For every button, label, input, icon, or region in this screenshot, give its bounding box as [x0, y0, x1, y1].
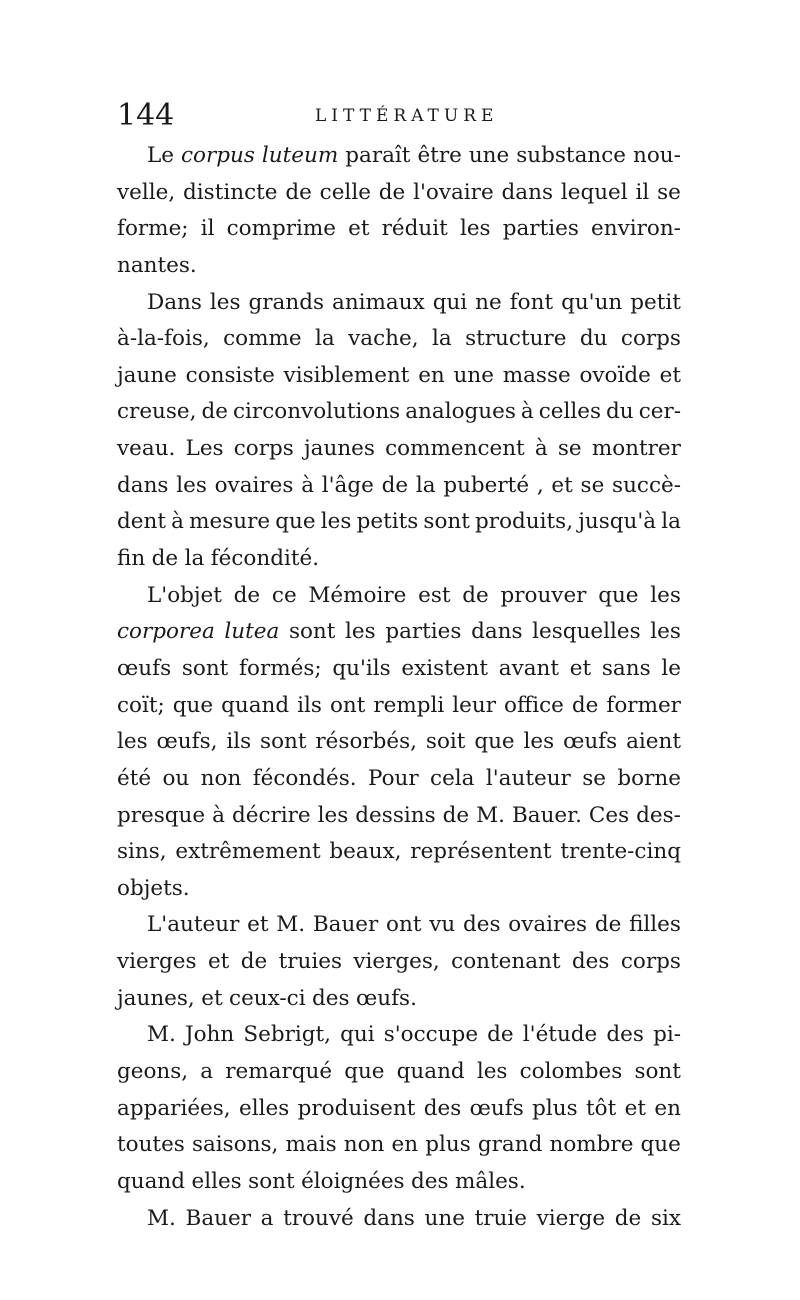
word: réduit: [381, 216, 448, 242]
word: jusqu'à: [578, 509, 657, 535]
word: qui: [340, 1022, 375, 1048]
word: montrer: [591, 436, 681, 462]
word: pi-: [653, 1022, 681, 1048]
word: parties: [502, 216, 579, 242]
text-line: [117, 468, 681, 505]
word: mâles.: [454, 1168, 526, 1194]
word: saisons,: [191, 1132, 279, 1158]
word: représentent: [410, 839, 552, 865]
word: et: [569, 655, 592, 681]
word: nombre: [549, 1132, 634, 1158]
word: se: [582, 765, 606, 791]
word: il: [635, 179, 650, 205]
word: de: [240, 949, 268, 975]
word: une: [453, 362, 494, 388]
word: œufs.: [355, 985, 417, 1011]
word: font: [509, 289, 554, 315]
text-line: [117, 907, 681, 944]
word: ne: [475, 289, 502, 315]
word: il: [200, 216, 215, 242]
word: ils: [226, 729, 252, 755]
word: à: [520, 399, 534, 425]
text-line: [117, 944, 681, 981]
word: M.: [147, 1205, 176, 1231]
word: éloignées: [301, 1168, 405, 1194]
word: celles: [538, 399, 602, 425]
word: la: [315, 326, 335, 352]
word: ovoïde: [579, 362, 651, 388]
word: qu'ils: [332, 655, 391, 681]
word: John: [184, 1022, 235, 1048]
word: en: [418, 362, 445, 388]
word: existent: [401, 655, 489, 681]
word: de: [594, 912, 622, 938]
word: une: [424, 1205, 465, 1231]
text-line: [117, 1091, 681, 1128]
word: de: [614, 1205, 642, 1231]
word: comprime: [226, 216, 336, 242]
word: l'étude: [522, 1022, 598, 1048]
word: nantes.: [117, 252, 197, 278]
word: structure: [465, 326, 567, 352]
text-line: [117, 211, 681, 248]
word: et: [201, 985, 223, 1011]
word: vierges,: [353, 949, 440, 975]
word: dans: [471, 619, 523, 645]
word: les: [176, 472, 207, 498]
word: œufs: [117, 655, 172, 681]
word: masse: [502, 362, 571, 388]
word: œufs,: [156, 729, 218, 755]
word: et: [624, 1095, 646, 1121]
word: les: [320, 509, 352, 535]
word: les: [209, 289, 241, 315]
text-line: [117, 724, 681, 761]
word: des: [571, 949, 610, 975]
word: de: [462, 582, 489, 608]
word: que: [474, 729, 515, 755]
text-line: [117, 504, 681, 541]
word: office: [504, 692, 564, 718]
word: qu'un: [561, 289, 623, 315]
word: les: [650, 582, 681, 608]
text-line: [117, 614, 681, 651]
text-line: [117, 321, 681, 358]
word: veau.: [117, 436, 176, 462]
text-line: [117, 871, 681, 908]
word: à: [212, 802, 225, 828]
word: à-la-fois,: [117, 326, 210, 352]
word: résorbés,: [315, 729, 418, 755]
word: à: [301, 472, 315, 498]
word: fécondité.: [210, 546, 320, 572]
word: de: [285, 179, 312, 205]
word: est: [418, 582, 451, 608]
word: dent: [117, 509, 166, 535]
word: des: [606, 1022, 644, 1048]
word: œufs: [469, 1095, 524, 1121]
word: des: [411, 1168, 449, 1194]
word: beaux,: [329, 839, 402, 865]
word: elles: [191, 1168, 242, 1194]
word: vu: [429, 912, 456, 938]
word: ovaires: [214, 472, 294, 498]
word: Sebrigt,: [243, 1022, 331, 1048]
word: les: [650, 619, 681, 645]
word: se: [580, 472, 605, 498]
word: de: [487, 1022, 514, 1048]
word: les: [523, 729, 555, 755]
word: et: [659, 362, 681, 388]
page-header: [117, 96, 681, 136]
word: le: [661, 655, 681, 681]
word: non: [200, 765, 242, 791]
word: mais: [285, 1132, 337, 1158]
word: luteum: [261, 143, 339, 168]
word: colombes: [519, 1059, 623, 1085]
word: sont: [260, 729, 307, 755]
text-line: [117, 358, 681, 395]
word: que: [275, 509, 316, 535]
word: les: [345, 619, 376, 645]
word: les: [117, 729, 148, 755]
word: ce: [271, 582, 297, 608]
word: L'objet: [147, 582, 222, 608]
word: se: [657, 179, 681, 205]
word: six: [650, 1205, 681, 1231]
word: lequel: [560, 179, 628, 205]
text-line: [117, 285, 681, 322]
word: prouver: [500, 582, 587, 608]
word: la: [415, 472, 436, 498]
word: grands: [248, 289, 325, 315]
word: former: [606, 692, 681, 718]
word: et: [247, 912, 269, 938]
text-line: [117, 1127, 681, 1164]
word: aient: [626, 729, 681, 755]
word: cer-: [638, 399, 681, 425]
word: trouvé: [283, 1205, 354, 1231]
text-line: [117, 541, 681, 578]
word: plus: [425, 1132, 471, 1158]
word: jaunes: [304, 436, 375, 462]
text-line: [117, 1054, 681, 1091]
word: jaune: [117, 362, 177, 388]
word: visiblement: [283, 362, 410, 388]
word: été: [117, 765, 152, 791]
word: la: [661, 509, 681, 535]
word: ont: [329, 692, 366, 718]
word: M.: [476, 802, 505, 828]
word: succè-: [612, 472, 681, 498]
word: analogues: [405, 399, 516, 425]
word: sont: [634, 1059, 681, 1085]
word: sins,: [117, 839, 167, 865]
word: ils: [297, 692, 322, 718]
word: quand: [221, 692, 290, 718]
word: sont: [181, 655, 229, 681]
word: l'ovaire: [413, 179, 494, 205]
word: M.: [276, 912, 306, 938]
word: du: [606, 399, 634, 425]
word: consiste: [185, 362, 275, 388]
word: corporea: [117, 619, 215, 645]
word: Bauer: [185, 1205, 251, 1231]
word: ovaires: [508, 912, 588, 938]
word: plus: [532, 1095, 578, 1121]
text-line: [117, 578, 681, 615]
word: fin: [117, 546, 146, 572]
word: mesure: [189, 509, 271, 535]
word: de: [571, 692, 599, 718]
word: parties: [385, 619, 462, 645]
word: dans: [363, 1205, 415, 1231]
word: lutea: [224, 619, 280, 645]
word: soit: [425, 729, 466, 755]
text-line: [117, 1017, 681, 1054]
word: la: [431, 326, 452, 352]
text-line: [117, 138, 681, 175]
word: corpus: [181, 143, 255, 168]
word: que: [344, 1059, 385, 1085]
word: les: [317, 802, 349, 828]
word: sont: [423, 509, 470, 535]
word: dans: [117, 472, 169, 498]
word: geons,: [117, 1059, 189, 1085]
text-line: [117, 175, 681, 212]
word: à: [534, 436, 548, 462]
word: les: [476, 1059, 508, 1085]
word: vierge: [536, 1205, 606, 1231]
word: truie: [474, 1205, 527, 1231]
word: produisent: [297, 1095, 416, 1121]
word: commencent: [385, 436, 525, 462]
word: leur: [452, 692, 497, 718]
word: et: [348, 216, 370, 242]
word: tôt: [586, 1095, 617, 1121]
word: des: [312, 985, 350, 1011]
word: dessins: [355, 802, 436, 828]
word: jaunes,: [117, 985, 195, 1011]
word: truies: [278, 949, 342, 975]
word: produits,: [475, 509, 574, 535]
word: les: [459, 216, 491, 242]
word: à: [171, 509, 184, 535]
word: s'occupe: [383, 1022, 479, 1048]
word: lesquelles: [532, 619, 641, 645]
word: nou-: [633, 143, 681, 168]
word: borne: [617, 765, 681, 791]
word: forme;: [117, 216, 189, 242]
word: qui: [432, 289, 468, 315]
text-line: [117, 431, 681, 468]
word: de: [442, 802, 470, 828]
word: Le: [147, 143, 175, 168]
word: des-: [636, 802, 681, 828]
word: Les: [185, 436, 224, 462]
body-text: [117, 138, 681, 1237]
text-line: [117, 1201, 681, 1238]
word: contenant: [451, 949, 561, 975]
word: trente-cinq: [560, 839, 681, 865]
word: celle: [319, 179, 371, 205]
text-line: [117, 1164, 681, 1201]
word: corps: [620, 326, 681, 352]
word: être: [417, 143, 462, 168]
word: substance: [516, 143, 626, 168]
word: et: [551, 472, 573, 498]
text-line: [117, 248, 681, 285]
word: des: [462, 912, 501, 938]
running-head: LITTÉRATURE: [315, 106, 499, 126]
word: du: [579, 326, 608, 352]
word: velle,: [117, 179, 176, 205]
word: appariées,: [117, 1095, 231, 1121]
text-line: [117, 761, 681, 798]
text-line: [117, 834, 681, 871]
word: petits: [356, 509, 419, 535]
word: œufs: [563, 729, 618, 755]
word: elles: [239, 1095, 290, 1121]
word: petit: [630, 289, 681, 315]
word: coït;: [117, 692, 165, 718]
word: circonvolutions: [233, 399, 401, 425]
word: décrire: [231, 802, 311, 828]
word: sans: [601, 655, 651, 681]
word: se: [557, 436, 582, 462]
text-line: [117, 688, 681, 725]
word: et: [207, 949, 230, 975]
word: presque: [117, 802, 206, 828]
word: quand: [117, 1168, 186, 1194]
word: corps: [233, 436, 294, 462]
word: que: [598, 582, 639, 608]
word: rempli: [373, 692, 445, 718]
word: puberté: [443, 472, 530, 498]
word: Mémoire: [308, 582, 407, 608]
word: de: [151, 546, 179, 572]
word: filles: [629, 912, 681, 938]
word: formés;: [239, 655, 322, 681]
word: a: [200, 1059, 214, 1085]
word: toutes: [117, 1132, 185, 1158]
word: une: [468, 143, 510, 168]
word: de: [378, 179, 406, 205]
word: grand: [477, 1132, 543, 1158]
word: Bauer.: [511, 802, 582, 828]
word: fécondés.: [252, 765, 357, 791]
word: Pour: [367, 765, 419, 791]
word: l'âge: [321, 472, 374, 498]
word: dans: [501, 179, 553, 205]
word: non: [343, 1132, 385, 1158]
word: de: [233, 582, 261, 608]
page-number: 144: [117, 98, 175, 133]
word: M.: [147, 1022, 176, 1048]
word: de: [381, 472, 409, 498]
word: L'auteur: [147, 912, 240, 938]
word: sont: [248, 1168, 295, 1194]
word: environ-: [591, 216, 681, 242]
word: sont: [288, 619, 336, 645]
word: remarqué: [225, 1059, 333, 1085]
word: que: [172, 692, 214, 718]
word: comme: [223, 326, 302, 352]
word: en: [654, 1095, 681, 1121]
word: en: [391, 1132, 419, 1158]
word: l'auteur: [485, 765, 571, 791]
word: distincte: [183, 179, 278, 205]
text-line: [117, 394, 681, 431]
word: a: [260, 1205, 274, 1231]
word: que: [640, 1132, 681, 1158]
text-line: [117, 651, 681, 688]
word: cela: [430, 765, 475, 791]
word: ceux-ci: [229, 985, 306, 1011]
text-line: [117, 798, 681, 835]
word: des: [423, 1095, 462, 1121]
word: ou: [162, 765, 190, 791]
word: creuse,: [117, 399, 197, 425]
word: Ces: [588, 802, 630, 828]
word: Dans: [147, 289, 202, 315]
word: vache,: [348, 326, 419, 352]
word: avant: [498, 655, 560, 681]
word: Bauer: [312, 912, 379, 938]
word: quand: [396, 1059, 465, 1085]
text-line: [117, 981, 681, 1018]
word: ont: [386, 912, 422, 938]
word: animaux: [332, 289, 425, 315]
word: ,: [536, 472, 544, 498]
word: vierges: [117, 949, 197, 975]
word: extrêmement: [175, 839, 321, 865]
word: corps: [620, 949, 681, 975]
word: objets.: [117, 875, 190, 901]
word: de: [201, 399, 228, 425]
word: la: [184, 546, 205, 572]
word: paraît: [345, 143, 411, 168]
